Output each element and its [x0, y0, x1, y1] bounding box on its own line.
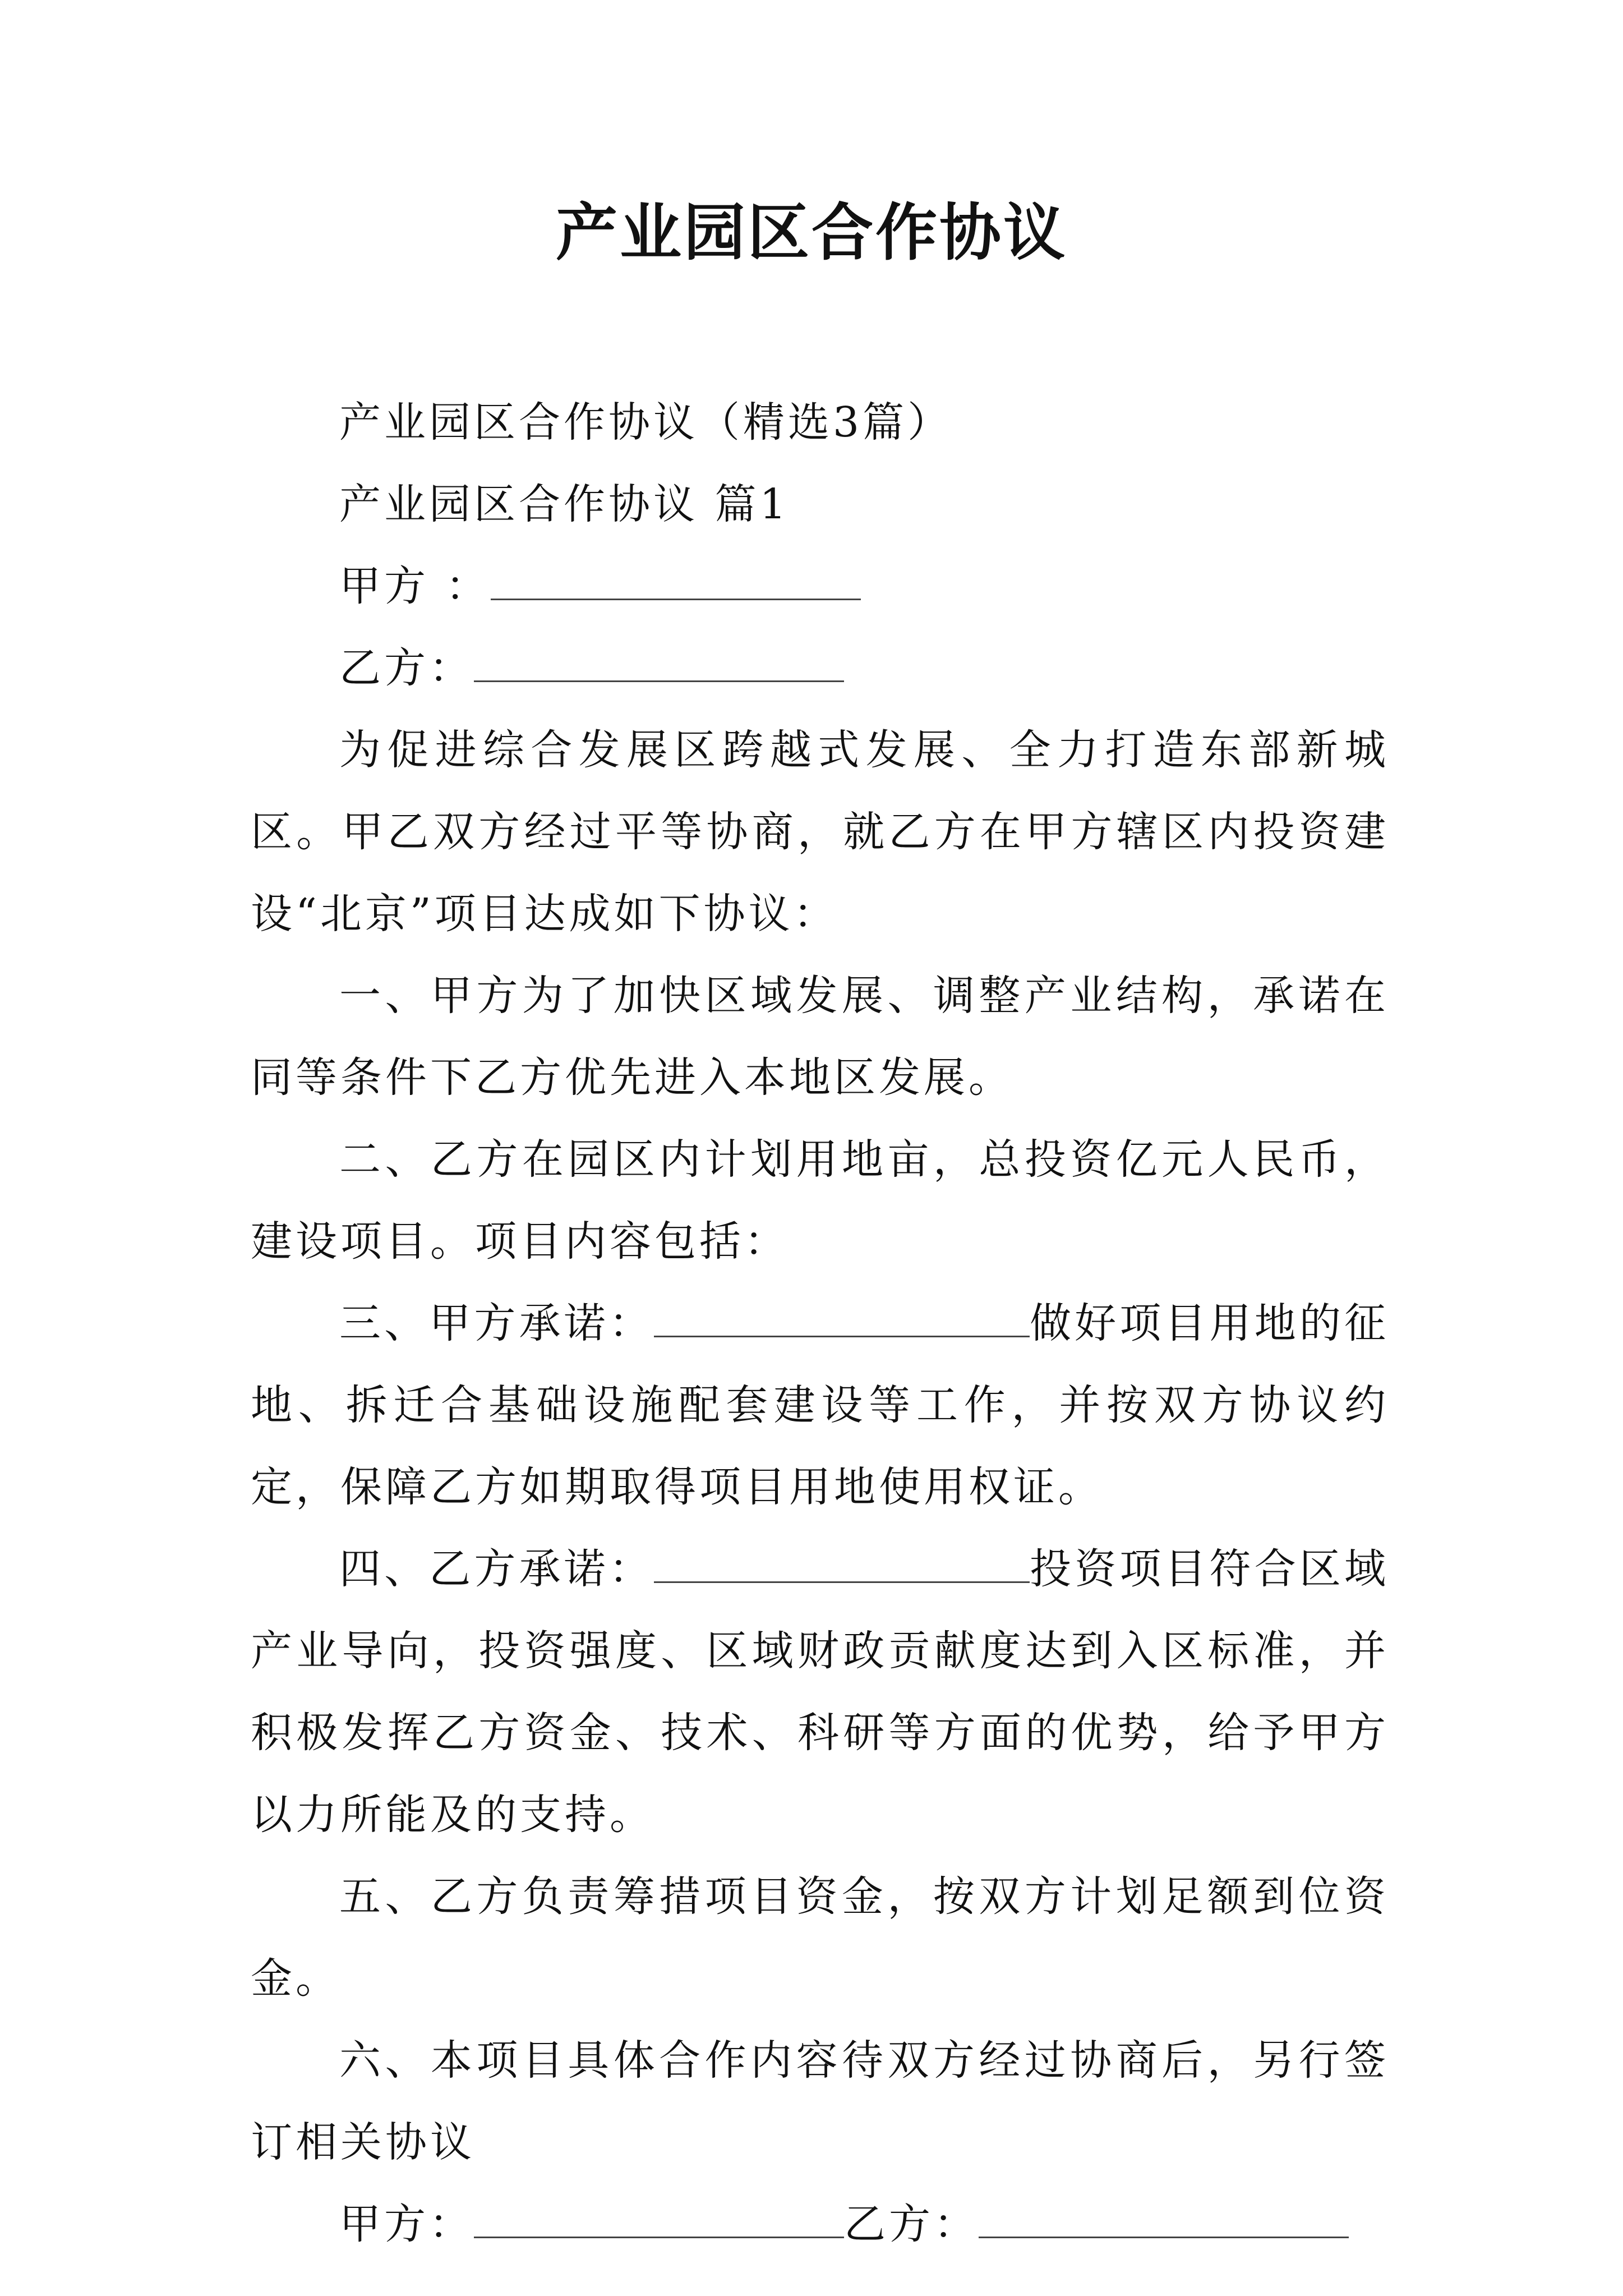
clause-4-prefix: 四、乙方承诺： [339, 1545, 654, 1593]
document-title: 产业园区合作协议 [556, 196, 1067, 269]
subtitle [251, 381, 1389, 463]
party-a-blank [491, 569, 861, 600]
sign-b-blank [979, 2207, 1349, 2238]
party-b-label: 乙方： [339, 644, 474, 692]
sign-a-label: 甲方： [339, 2200, 474, 2248]
clause-3-blank [654, 1306, 1030, 1337]
document-body [251, 381, 1389, 2265]
clause-5 [251, 1856, 1389, 2019]
subtitle-text: 产业园区合作协议（精选3篇） [339, 398, 953, 447]
intro-paragraph [251, 709, 1389, 955]
party-a-line [251, 545, 1389, 627]
clause-4 [251, 1528, 1389, 1856]
clause-3-suffix: 做好项目用地的征地、拆迁合基础设施配套建设等工作，并按双方协议约定，保障乙方如期取得项目用地使用权证。 [251, 1299, 1390, 1511]
party-b-line [251, 627, 1389, 709]
clause-3-prefix: 三、甲方承诺： [339, 1299, 654, 1347]
clause-2-text: 二、乙方在园区内计划用地亩，总投资亿元人民币，建设项目。项目内容包括： [251, 1135, 1389, 1266]
clause-6-text: 六、本项目具体合作内容待双方经过协商后，另行签订相关协议 [251, 2036, 1389, 2166]
intro-text: 为促进综合发展区跨越式发展、全力打造东部新城区。甲乙双方经过平等协商，就乙方在甲方辖区内投资建设“北京”项目达成如下协议： [251, 726, 1389, 938]
sign-b-label: 乙方： [844, 2200, 979, 2248]
clause-4-blank [654, 1552, 1030, 1583]
clause-3 [251, 1282, 1389, 1528]
clause-4-suffix: 投资项目符合区域产业导向，投资强度、区域财政贡献度达到入区标准，并积极发挥乙方资金、技术、科研等方面的优势，给予甲方以力所能及的支持。 [251, 1545, 1390, 1839]
clause-6 [251, 2019, 1389, 2183]
section-heading [251, 463, 1389, 545]
clause-1-text: 一、甲方为了加快区域发展、调整产业结构，承诺在同等条件下乙方优先进入本地区发展。 [251, 972, 1389, 1102]
signature-line [251, 2183, 1389, 2265]
party-a-label: 甲方 ： [339, 562, 491, 610]
sign-a-blank [474, 2207, 844, 2238]
clause-5-text: 五、乙方负责筹措项目资金，按双方计划足额到位资金。 [251, 1872, 1389, 2003]
clause-2 [251, 1119, 1389, 1282]
clause-1 [251, 955, 1389, 1119]
section-heading-text: 产业园区合作协议 篇1 [339, 480, 790, 528]
party-b-blank [474, 651, 844, 682]
